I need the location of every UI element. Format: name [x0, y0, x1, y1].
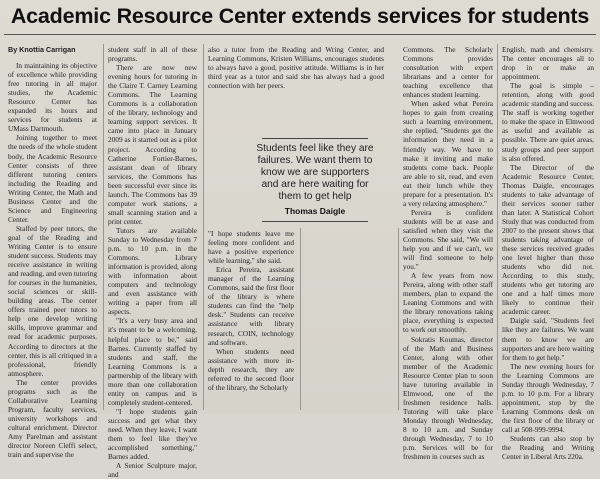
article-paragraph: Sokratis Koumas, director of the Math and Business Center, along with other member of the Academic Resource Center plan to soon have tutoring available in Elmwood, one of the freshmen residence halls. Tutoring will take place Monday through Wednesday, 8 to 10 a.m. and Sunday through Wednesday, 7 to 10 p.m. Services will be for freshmen in courses such as [403, 334, 493, 462]
byline: By Knottia Carrigan [8, 45, 76, 54]
article-paragraph: "It's a very busy area and it's meant to be a welcoming, helpful place to be," said Barnes. Currently staffed by students and staff, the Learning Commons is a partnership of the library with more than one collaboration entity on campus and is completely student-centered. [108, 316, 197, 407]
article-paragraph: Daigle said, "Students feel like they are failures. We want them to know we are supporters and are here waiting for them to get help." [502, 316, 594, 362]
article-paragraph: English, math and chemistry. The center encourages all to drop in or make an appointment. [502, 45, 594, 82]
pull-quote-author: Thomas Daigle [284, 206, 346, 216]
article-paragraph: The center provides programs such as the Collaborative Learning Program, faculty services, university workshops and cultural enrichment. Director Amy Parelman and assistant director Noreen Cleffi select, train and supervise the [8, 377, 97, 460]
pull-quote-rule-top [262, 138, 368, 139]
article-paragraph: Pereira is confident students will be at ease and satisfied when they visit the Commons. She said, "We will help you and if we can't, we will find someone to help you." [403, 207, 493, 272]
column-divider [497, 44, 498, 410]
article-column-1 [8, 45, 97, 460]
article-paragraph: The Director of the Academic Resource Center, Thomas Daigle, encourages students to take advantage of their services sooner rather than later. A Statistical Cohort Study that was conducted from 2007 to the present shows that students taking advantage of these services received grades one level higher than those students who did not. According to this study, students who get tutoring are one and a half times more likely to continue their academic career. [502, 162, 594, 317]
article-paragraph: Commons. The Scholarly Commons provides consultation with expert librarians and a center for teaching excellence that enhances student learning. [403, 45, 493, 100]
column-divider [203, 44, 204, 410]
article-paragraph: When asked what Pereira hopes to gain from creating such a learning environment, she replied, "Students get the information they need in a friendly way. We have to make it inviting and make students come back. People are able to sit, read, and even eat their lunch while they prepare for a presentation. It's a very relaxing atmosphere." [403, 99, 493, 208]
article-column-2 [108, 45, 197, 479]
pull-quote-rule-bottom [262, 221, 368, 222]
article-paragraph: Tutors are available Sunday to Wednesday from 7 p.m. to 10 p.m. in the Commons. Library information is provided, along with information about computers and technology and even assistance with writing a paper from all aspects. [108, 225, 197, 317]
article-paragraph: student staff in all of these programs. [108, 45, 197, 64]
article-column-5 [403, 45, 493, 462]
article-paragraph: When students need assistance with more in-depth research, they are referred to the second floor of the library, the Scholarly [208, 346, 294, 392]
column-divider [300, 228, 301, 410]
column-divider [103, 44, 104, 410]
column-divider [398, 228, 399, 410]
article-paragraph: "I hope students leave me feeling more confident and have a positive experience while learning," she said. [208, 229, 294, 266]
article-column-6 [502, 45, 594, 462]
article-paragraph: A Senior Sculpture major, and [108, 461, 197, 479]
article-paragraph: The goal is simple – retention, along with good academic standing and success. The staff is working together to make the space in Elmwood as useful and available as possible. There are quiet areas, study groups and peer support is also offered. [502, 81, 594, 163]
article-paragraph: Joining together to meet the needs of the whole student body, the Academic Resource Center consists of three different tutoring centers including the Reading and Writing Center, the Math and Business Center and the Science and Engineering Center. [8, 133, 97, 224]
article-paragraph: A few years from now Pereira, along with other staff members, plan to expand the Leaning Commons and with the library renovations taking place, everything is expected to work out smoothly. [403, 271, 493, 335]
pull-quote [253, 143, 377, 217]
article-paragraph: Erica Pereira, assistant manager of the Learning Commons, said the first floor of the library is where students can find the "help desk." Students can receive assistance with library research, COIN, technology and software. [208, 265, 294, 347]
article-paragraph: In maintaining its objective of excellence while providing free tutoring in all major studies, the Academic Resource Center has expanded its hours and services for students at UMass Dartmouth. [8, 61, 97, 134]
article-column-3-top [208, 45, 384, 109]
article-paragraph: also a tutor from the Reading and Wring Center, and Learning Commons, Kristen Williams, encourages students to always have a good, positive attitude. Williams is in her third year as a tutor and said she has always had a good connection with her peers. [208, 45, 384, 91]
article-paragraph: The new evening hours for the Learning Commons are Sunday through Wednesday, 7 p.m. to 10 p.m. For a library appointment, stop by the Learning Commons desk on the first floor of the library or call at 508-999-9994. [502, 361, 594, 434]
article-paragraph: There are now new evening hours for tutoring in the Claire T. Carney Learning Commons. The Learning Commons is a collaboration of the library, technology and learning support services. It came into place in January 2009 as it started out as a pilot project. According to Catherine Fortier-Barnes, assistant dean of library services, the Commons has been successful ever since its launch. The Commons has 39 computer work stations, a small scanning station and a print center. [108, 63, 197, 226]
headline-rule [4, 34, 596, 35]
article-paragraph: Students can also stop by the Reading and Writing Center in Liberal Arts 220a. [502, 434, 594, 462]
headline: Academic Resource Center extends services for students [10, 4, 590, 28]
pull-quote-text: Students feel like they are failures. We want them to know we are supporters and are here waiting for them to get help [256, 143, 374, 202]
article-paragraph: "I hope students gain success and get what they need. When they leave, I want them to feel like they've accomplished something," Barnes added. [108, 406, 197, 462]
article-column-3-bottom [208, 229, 294, 413]
article-paragraph: Staffed by peer tutors, the goal of the Reading and Writing Center is to ensure student success. Students may receive assistance in writing and reading, and even tutoring for courses in the humanities, social sciences or skill-building areas. The center offers trained peer tutors to help one develop writing skills, improve grammar and read for academic purposes. According to directors at the center, this is all critiqued in a professional, friendly atmosphere. [8, 223, 97, 378]
